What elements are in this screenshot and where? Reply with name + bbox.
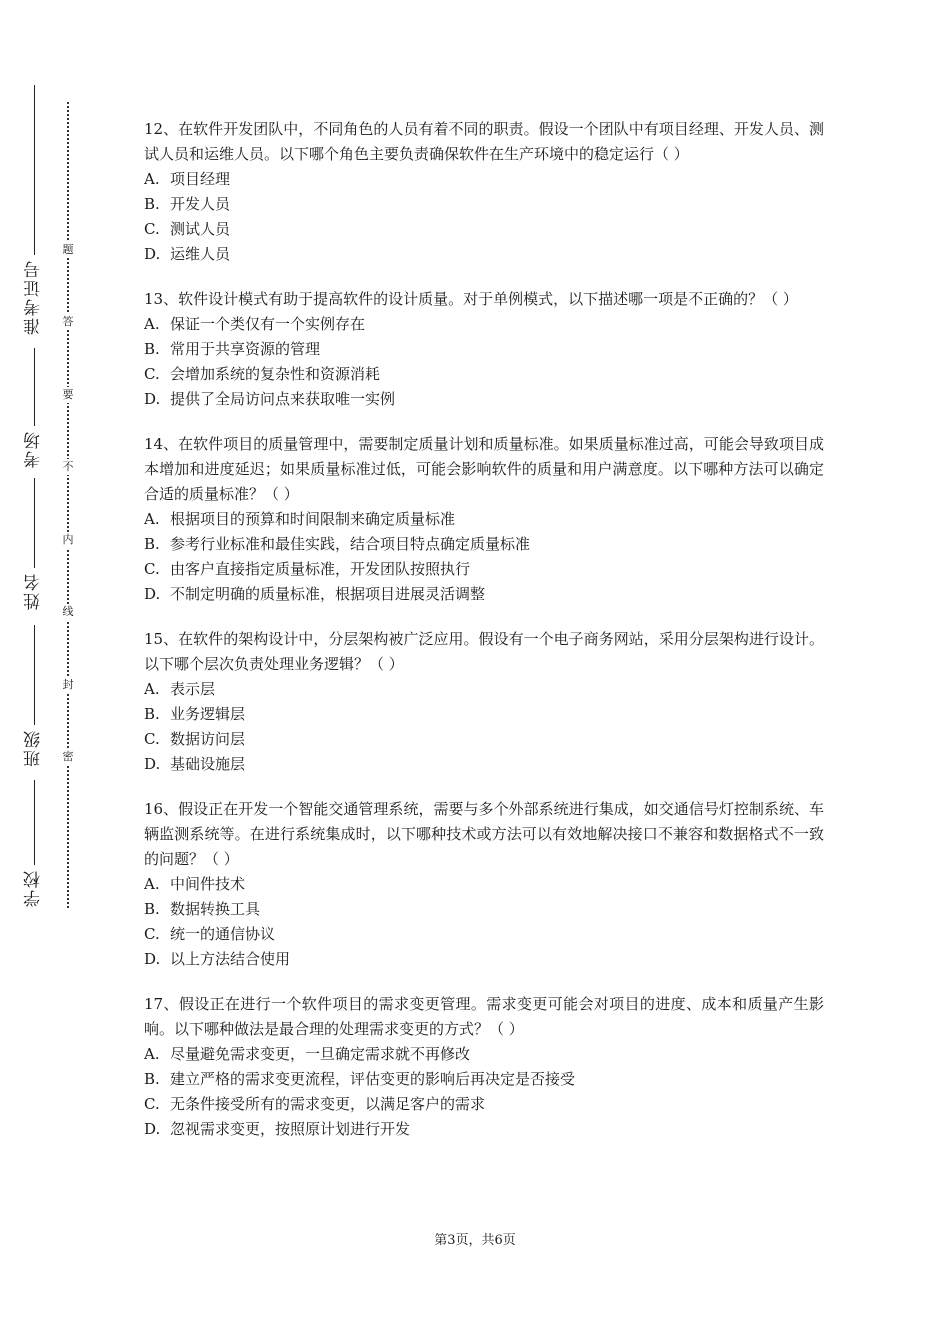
option-c <box>144 362 824 387</box>
option-letter: D. <box>144 390 161 408</box>
option-a <box>144 507 824 532</box>
option-letter: B. <box>144 340 160 358</box>
question-17 <box>144 992 824 1142</box>
seal-char: 不 <box>58 459 78 475</box>
option-text: 保证一个类仅有一个实例存在 <box>170 315 366 333</box>
option-c <box>144 727 824 752</box>
option-a <box>144 312 824 337</box>
seal-char: 封 <box>58 677 78 693</box>
option-d <box>144 1117 824 1142</box>
question-stem: 12、在软件开发团队中，不同角色的人员有着不同的职责。假设一个团队中有项目经理、开发人员、测试人员和运维人员。以下哪个角色主要负责确保软件在生产环境中的稳定运行（ ） <box>144 120 824 163</box>
exam-number-label: 准考证号 <box>24 259 44 335</box>
option-text: 无条件接受所有的需求变更，以满足客户的需求 <box>170 1095 486 1113</box>
option-d <box>144 242 824 267</box>
question-14 <box>144 432 824 607</box>
name-field <box>24 478 44 614</box>
exam-number-line <box>34 85 35 255</box>
option-letter: C. <box>144 220 160 238</box>
option-text: 中间件技术 <box>170 875 246 893</box>
option-d <box>144 947 824 972</box>
exam-room-label: 考场 <box>24 430 44 468</box>
option-c <box>144 217 824 242</box>
school-line <box>34 780 35 865</box>
option-letter: A. <box>144 315 160 333</box>
option-text: 项目经理 <box>170 170 231 188</box>
question-stem: 14、在软件项目的质量管理中，需要制定质量计划和质量标准。如果质量标准过高，可能会导致项目成本增加和进度延迟；如果质量标准过低，可能会影响软件的质量和用户满意度。以下哪种方法可以确定合适的质量标准？（ ） <box>144 435 824 503</box>
option-b <box>144 897 824 922</box>
option-text: 数据访问层 <box>170 730 246 748</box>
option-letter: D. <box>144 245 161 263</box>
name-line <box>34 478 35 568</box>
option-text: 建立严格的需求变更流程，评估变更的影响后再决定是否接受 <box>170 1070 576 1088</box>
option-letter: A. <box>144 1045 160 1063</box>
option-letter: A. <box>144 170 160 188</box>
option-letter: B. <box>144 900 160 918</box>
class-label: 班级 <box>24 729 44 767</box>
school-field <box>24 780 44 911</box>
option-a <box>144 167 824 192</box>
option-text: 运维人员 <box>170 245 231 263</box>
option-d <box>144 752 824 777</box>
seal-line <box>58 102 78 908</box>
page-number: 第3页，共6页 <box>434 1233 516 1248</box>
option-letter: C. <box>144 1095 160 1113</box>
option-letter: C. <box>144 560 160 578</box>
question-13 <box>144 287 824 412</box>
option-letter: B. <box>144 535 160 553</box>
option-letter: D. <box>144 585 161 603</box>
class-line <box>34 625 35 725</box>
option-text: 会增加系统的复杂性和资源消耗 <box>170 365 381 383</box>
question-stem: 13、软件设计模式有助于提高软件的设计质量。对于单例模式，以下描述哪一项是不正确的？（ ） <box>144 290 798 308</box>
exam-number-field <box>24 85 44 339</box>
option-letter: B. <box>144 195 160 213</box>
option-text: 由客户直接指定质量标准，开发团队按照执行 <box>170 560 471 578</box>
option-a <box>144 677 824 702</box>
option-text: 测试人员 <box>170 220 231 238</box>
option-b <box>144 337 824 362</box>
option-letter: D. <box>144 950 161 968</box>
seal-char: 线 <box>58 604 78 620</box>
option-letter: A. <box>144 680 160 698</box>
option-text: 数据转换工具 <box>170 900 261 918</box>
option-letter: D. <box>144 1120 161 1138</box>
option-b <box>144 702 824 727</box>
seal-char: 内 <box>58 532 78 548</box>
option-letter: C. <box>144 730 160 748</box>
option-b <box>144 532 824 557</box>
option-letter: C. <box>144 365 160 383</box>
question-list <box>144 117 824 1162</box>
option-a <box>144 872 824 897</box>
question-stem: 17、假设正在进行一个软件项目的需求变更管理。需求变更可能会对项目的进度、成本和质量产生影响。以下哪种做法是最合理的处理需求变更的方式？（ ） <box>144 995 824 1038</box>
option-b <box>144 192 824 217</box>
school-label: 学校 <box>24 869 44 907</box>
option-c <box>144 922 824 947</box>
option-letter: B. <box>144 1070 160 1088</box>
option-d <box>144 387 824 412</box>
question-12 <box>144 117 824 267</box>
option-c <box>144 557 824 582</box>
seal-dotted-line <box>67 102 69 908</box>
name-label: 姓名 <box>24 572 44 610</box>
exam-room-line <box>34 348 35 426</box>
option-a <box>144 1042 824 1067</box>
seal-char: 题 <box>58 242 78 258</box>
exam-room-field <box>24 348 44 472</box>
class-field <box>24 625 44 771</box>
option-letter: B. <box>144 705 160 723</box>
option-text: 提供了全局访问点来获取唯一实例 <box>170 390 396 408</box>
question-stem: 15、在软件的架构设计中，分层架构被广泛应用。假设有一个电子商务网站，采用分层架构进行设计。以下哪个层次负责处理业务逻辑？（ ） <box>144 630 824 673</box>
option-b <box>144 1067 824 1092</box>
option-letter: D. <box>144 755 161 773</box>
option-d <box>144 582 824 607</box>
option-text: 基础设施层 <box>170 755 246 773</box>
option-text: 开发人员 <box>170 195 231 213</box>
option-text: 不制定明确的质量标准，根据项目进展灵活调整 <box>170 585 486 603</box>
option-text: 常用于共享资源的管理 <box>170 340 321 358</box>
binding-margin <box>0 0 100 1344</box>
option-text: 业务逻辑层 <box>170 705 246 723</box>
option-text: 以上方法结合使用 <box>170 950 291 968</box>
seal-char: 要 <box>58 387 78 403</box>
question-stem: 16、假设正在开发一个智能交通管理系统，需要与多个外部系统进行集成，如交通信号灯控制系统、车辆监测系统等。在进行系统集成时，以下哪种技术或方法可以有效地解决接口不兼容和数据格式不一致的问题？（ ） <box>144 800 824 868</box>
option-text: 忽视需求变更，按照原计划进行开发 <box>170 1120 411 1138</box>
option-text: 根据项目的预算和时间限制来确定质量标准 <box>170 510 456 528</box>
option-text: 表示层 <box>170 680 216 698</box>
seal-char: 密 <box>58 749 78 765</box>
option-letter: A. <box>144 875 160 893</box>
question-15 <box>144 627 824 777</box>
option-text: 参考行业标准和最佳实践，结合项目特点确定质量标准 <box>170 535 531 553</box>
option-text: 统一的通信协议 <box>170 925 276 943</box>
option-text: 尽量避免需求变更，一旦确定需求就不再修改 <box>170 1045 471 1063</box>
option-c <box>144 1092 824 1117</box>
seal-char: 答 <box>58 314 78 330</box>
question-16 <box>144 797 824 972</box>
option-letter: C. <box>144 925 160 943</box>
option-letter: A. <box>144 510 160 528</box>
